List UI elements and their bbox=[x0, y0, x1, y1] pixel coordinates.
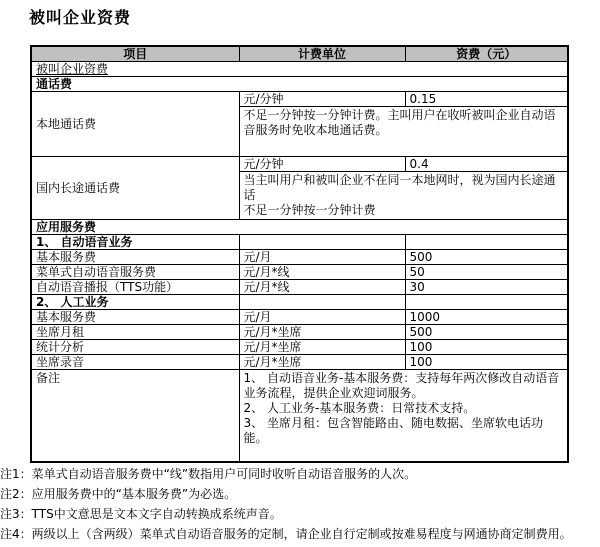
table-row bbox=[31, 295, 568, 310]
table-row bbox=[31, 157, 568, 172]
section-call-fee: 通话费 bbox=[31, 77, 568, 92]
note-line: 不足一分钟按一分钟计费 bbox=[243, 203, 376, 217]
footnote-3: 注3：TTS中文意思是文本文字自动转换成系统声音。 bbox=[0, 507, 282, 521]
empty-cell bbox=[239, 235, 405, 250]
page-title: 被叫企业资费 bbox=[29, 8, 132, 27]
cell-item: 基本服务费 bbox=[31, 250, 239, 265]
remark-line: 3、 坐席月租：包含智能路由、随电数据、坐席软电话功能。 bbox=[243, 416, 543, 445]
cell-item: 基本服务费 bbox=[31, 310, 239, 325]
table-row bbox=[31, 325, 568, 340]
table-row bbox=[31, 370, 568, 462]
cell-unit: 元/月 bbox=[239, 310, 405, 325]
note-line: 不足一分钟按一分钟计费。主叫用户在收听被叫企业自动语音服务时免收本地通话费。 bbox=[243, 108, 556, 137]
cell-item: 坐席录音 bbox=[31, 355, 239, 370]
cell-unit: 元/月*线 bbox=[239, 280, 405, 295]
header-fee: 资费（元） bbox=[405, 46, 568, 62]
footnote-1: 注1：菜单式自动语音服务费中“线”数指用户可同时收听自动语音服务的人次。 bbox=[0, 467, 417, 481]
cell-fee: 500 bbox=[405, 250, 568, 265]
cell-fee: 100 bbox=[405, 355, 568, 370]
cell-item: 菜单式自动语音服务费 bbox=[31, 265, 239, 280]
empty-cell bbox=[239, 295, 405, 310]
table-row bbox=[31, 92, 568, 107]
footnotes bbox=[0, 464, 572, 544]
cell-item: 本地通话费 bbox=[31, 92, 239, 157]
cell-fee: 50 bbox=[405, 265, 568, 280]
cell-item: 坐席月租 bbox=[31, 325, 239, 340]
cell-item: 统计分析 bbox=[31, 340, 239, 355]
cell-unit: 元/月*坐席 bbox=[239, 325, 405, 340]
cell-fee: 0.4 bbox=[405, 157, 568, 172]
header-unit: 计费单位 bbox=[239, 46, 405, 62]
cell-remarks bbox=[239, 370, 568, 462]
table-header-row bbox=[31, 46, 568, 62]
cell-unit: 元/月*坐席 bbox=[239, 340, 405, 355]
table-row bbox=[31, 280, 568, 295]
cell-unit: 元/月*坐席 bbox=[239, 355, 405, 370]
footnote-4: 注4：两级以上（含两级）菜单式自动语音服务的定制，请企业自行定制或按难易程度与网通协商定制费用。 bbox=[0, 527, 572, 541]
cell-note bbox=[239, 107, 568, 157]
cell-fee: 0.15 bbox=[405, 92, 568, 107]
table-row bbox=[31, 310, 568, 325]
cell-unit: 元/月 bbox=[239, 250, 405, 265]
table-row bbox=[31, 355, 568, 370]
cell-remarks-label: 备注 bbox=[31, 370, 239, 462]
table-row bbox=[31, 77, 568, 92]
cell-item: 自动语音播报（TTS功能） bbox=[31, 280, 239, 295]
category-link[interactable]: 被叫企业资费 bbox=[36, 62, 109, 76]
note-line: 当主叫用户和被叫企业不在同一本地网时，视为国内长途通话 bbox=[243, 173, 556, 202]
table-row bbox=[31, 340, 568, 355]
table-row bbox=[31, 62, 568, 77]
cell-item: 国内长途通话费 bbox=[31, 157, 239, 220]
cell-fee: 500 bbox=[405, 325, 568, 340]
footnote-2: 注2：应用服务费中的“基本服务费”为必选。 bbox=[0, 487, 237, 501]
remark-line: 1、 自动语音业务-基本服务费：支持每年两次修改自动语音业务流程，提供企业欢迎词服务。 bbox=[243, 371, 560, 400]
table-row bbox=[31, 250, 568, 265]
cell-note bbox=[239, 172, 568, 220]
empty-cell bbox=[405, 295, 568, 310]
table-row bbox=[31, 235, 568, 250]
header-item: 项目 bbox=[31, 46, 239, 62]
cell-unit: 元/月*线 bbox=[239, 265, 405, 280]
cell-fee: 1000 bbox=[405, 310, 568, 325]
cell-unit: 元/分钟 bbox=[239, 92, 405, 107]
section-app-service-fee: 应用服务费 bbox=[31, 220, 568, 235]
subsection-manual-service: 2、 人工业务 bbox=[31, 295, 239, 310]
table-row bbox=[31, 265, 568, 280]
table-row bbox=[31, 220, 568, 235]
subsection-auto-voice: 1、 自动语音业务 bbox=[31, 235, 239, 250]
cell-fee: 30 bbox=[405, 280, 568, 295]
category-cell bbox=[31, 62, 568, 77]
remark-line: 2、 人工业务-基本服务费：日常技术支持。 bbox=[243, 401, 476, 415]
cell-fee: 100 bbox=[405, 340, 568, 355]
cell-unit: 元/分钟 bbox=[239, 157, 405, 172]
empty-cell bbox=[405, 235, 568, 250]
tariff-table bbox=[30, 45, 569, 463]
